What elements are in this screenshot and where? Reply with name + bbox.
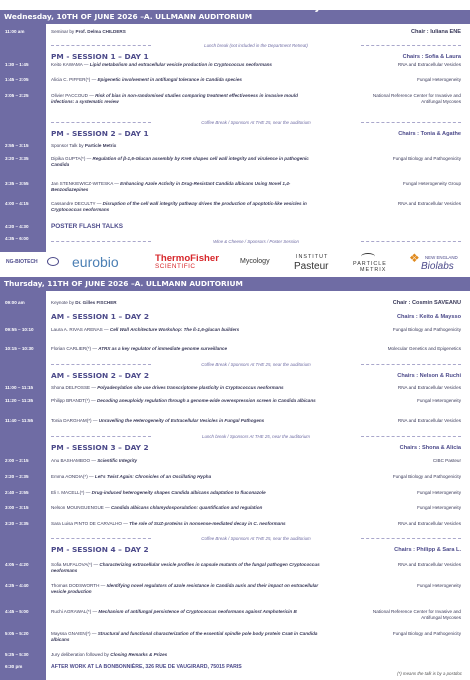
speaker-name: Tonia DARGHAM(*) — xyxy=(51,418,99,423)
metrix-logo: METRIX xyxy=(360,267,387,273)
speaker-highlight: Dr. Gilles FISCHER xyxy=(75,300,117,305)
thermofisher-logo: ThermoFisher xyxy=(155,253,219,264)
talk-entry xyxy=(51,385,284,391)
affiliation: RNA and Extracellular Vesicles xyxy=(397,521,461,526)
break-divider: Coffee Break / Sponsors At THE 25, near the auditorium xyxy=(51,536,461,541)
affiliation: Fungal Biology and Pathogenicity xyxy=(392,474,461,479)
affiliation: Fungal Heterogeneity Group xyxy=(403,181,461,186)
schedule-row xyxy=(0,474,470,483)
break-divider: Coffee Break / Sponsors At THE 25, near the auditorium xyxy=(51,120,461,125)
affiliation: Fungal Heterogeneity xyxy=(417,583,461,588)
schedule-row xyxy=(0,93,470,102)
particle-metrix-icon xyxy=(361,253,375,260)
talk-entry xyxy=(51,346,227,352)
session-title: AM - SESSION 1 – DAY 2 xyxy=(51,312,149,321)
affiliation: Chair : Cosmin SAVEANU xyxy=(392,300,461,306)
session-chairs: Chairs : Shona & Alicia xyxy=(399,445,461,451)
speaker-name: Jury deliberation followed by xyxy=(51,652,111,657)
talk-entry xyxy=(51,505,262,511)
affiliation: RNA and Extracellular Vesicles xyxy=(397,62,461,67)
speaker-highlight: Prof. Delma CHILDERS xyxy=(75,29,126,34)
talk-title: Scientific Integrity xyxy=(97,458,138,463)
schedule-row xyxy=(0,631,470,640)
speaker-name: Jan STENKIEWICZ-WITESKA — xyxy=(51,181,121,186)
schedule-row xyxy=(0,156,470,165)
speaker-name: Keito KAWAMA — xyxy=(51,62,90,67)
talk-entry xyxy=(51,398,321,404)
talk-entry xyxy=(51,583,321,594)
time-slot: 4:35 – 6:00 xyxy=(5,236,29,241)
time-slot: 5:05 – 5:20 xyxy=(5,631,29,636)
session-title: PM - SESSION 2 – DAY 1 xyxy=(51,129,149,138)
schedule-row xyxy=(0,77,470,86)
talk-entry xyxy=(51,300,117,306)
pasteur-institut: INSTITUT xyxy=(296,254,329,260)
talk-title: Polyadenylation site use drives transcriptome plasticity in Cryptococcus neoformans xyxy=(97,385,284,390)
time-slot: 2:00 – 2:15 xyxy=(5,458,29,463)
talk-entry xyxy=(51,93,321,104)
footnote: (*) means the talk is by a postdoc xyxy=(397,670,462,676)
schedule-row xyxy=(0,398,470,407)
talk-title: Enhancing Azole Activity in Drug-Resistant Candida albicans Using Novel 1,4-Benzodiazepines xyxy=(51,181,291,192)
talk-title: Cell Wall Architecture Workshop: The ß-1,6-glucan builders xyxy=(109,327,240,332)
break-divider: Wine & Cheese / Sponsors / Poster Session xyxy=(51,239,461,244)
schedule-row xyxy=(0,385,470,394)
poster-flash-title: POSTER FLASH TALKS xyxy=(51,223,123,230)
affiliation: Fungal Biology and Pathogenicity xyxy=(392,156,461,161)
schedule-row xyxy=(0,458,470,467)
affiliation: Fungal Heterogeneity xyxy=(417,77,461,82)
talk-title: Structural and functional characterization of the essential spindle pole body protein Csa6 in Candida albicans xyxy=(51,631,318,642)
schedule-row xyxy=(0,62,470,71)
talk-title: Lipid metabolism and extracellular vesicle production in Cryptococcus neoformans xyxy=(89,62,272,67)
affiliation: National Reference Center for Invasive and Antifungal Mycoses xyxy=(372,93,461,104)
talk-title: The role of SUZ-proteins in nonsense-mediated decay in C. neoformans xyxy=(129,521,286,526)
schedule-row xyxy=(0,327,470,336)
talk-title: Unravelling the Heterogeneity of Extracellular Vesicles in Fungal Pathogens xyxy=(98,418,265,423)
speaker-name: Keynote by xyxy=(51,300,76,305)
schedule-row xyxy=(0,609,470,618)
particle-logo: PARTICLE xyxy=(353,261,387,267)
time-slot: 2:20 – 2:35 xyxy=(5,474,29,479)
time-slot: 4:05 – 4:20 xyxy=(5,562,29,567)
time-slot: 10:15 – 10:30 xyxy=(5,346,34,351)
talk-title: Identifying novel regulators of azole resistance in Candida auris and their impact on extracellular vesicle production xyxy=(51,583,319,594)
affiliation: Molecular Genetics and Epigenetics xyxy=(387,346,461,351)
affiliation: Fungal Heterogeneity xyxy=(417,398,461,403)
talk-entry xyxy=(51,201,321,212)
affiliation: National Reference Center for Invasive and Antifungal Mycoses xyxy=(372,609,461,620)
talk-entry xyxy=(51,181,321,192)
talk-entry xyxy=(51,29,126,35)
schedule-title: JDD MYCO 2026 – SCHEDULE xyxy=(315,2,465,13)
schedule-row xyxy=(0,521,470,530)
schedule-row xyxy=(0,181,470,190)
sponsor-logos xyxy=(0,252,470,276)
schedule-row xyxy=(0,490,470,499)
afterwork-text: AFTER WORK AT LA BONBONNIÈRE, 326 RUE DE VAUGIRARD, 75015 PARIS xyxy=(51,664,242,670)
talk-entry xyxy=(51,77,242,83)
talk-entry xyxy=(51,327,239,333)
speaker-name: Alicia C. PIFFER(*) — xyxy=(51,77,98,82)
ngbiotech-logo: NG-BIOTECH xyxy=(6,259,38,265)
session-chairs: Chairs : Tonia & Agathe xyxy=(398,131,461,137)
schedule-row xyxy=(0,505,470,514)
pasteur-logo: Pasteur xyxy=(294,261,329,272)
schedule-row xyxy=(0,562,470,571)
affiliation: Fungal Biology and Pathogenicity xyxy=(392,631,461,636)
affiliation: RNA and Extracellular Vesicles xyxy=(397,385,461,390)
talk-entry xyxy=(51,143,116,149)
time-slot: 11:00 – 11:15 xyxy=(5,385,34,390)
time-column-day1 xyxy=(0,24,46,252)
talk-title: Drug-induced heterogeneity shapes Candida albicans adaptation to fluconazole xyxy=(91,490,266,495)
talk-entry xyxy=(51,609,297,615)
time-slot: 3:00 – 3:15 xyxy=(5,505,29,510)
talk-entry xyxy=(51,62,272,68)
speaker-name: Dipika GUPTA(*) — xyxy=(51,156,93,161)
schedule-row xyxy=(0,583,470,592)
talk-title: Let’s Twist Again: Chronicles of an Oscillating Hypha xyxy=(94,474,212,479)
affiliation: RNA and Extracellular Vesicles xyxy=(397,201,461,206)
time-slot: 5:25 – 5:30 xyxy=(5,652,29,657)
time-slot: 6:30 pm xyxy=(5,664,23,669)
affiliation: RNA and Extracellular Vesicles xyxy=(397,418,461,423)
day2-header xyxy=(0,277,470,291)
schedule-row xyxy=(0,418,470,427)
speaker-name: Seminar by xyxy=(51,29,76,34)
time-slot: 3:20 – 3:35 xyxy=(5,156,29,161)
time-slot: 2:55 – 3:15 xyxy=(5,143,29,148)
time-slot: 1:30 – 1:45 xyxy=(5,62,29,67)
time-slot: 11:40 – 11:55 xyxy=(5,418,34,423)
ngbiotech-mark-icon xyxy=(47,257,59,266)
time-slot: 1:45 – 2:05 xyxy=(5,77,29,82)
speaker-highlight: Particle Metrix xyxy=(84,143,117,148)
affiliation: CIBC Pasteur xyxy=(432,458,461,463)
affiliation: Chair : Iuliana ENE xyxy=(410,29,461,35)
schedule-row xyxy=(0,346,470,355)
talk-entry xyxy=(51,418,264,424)
time-slot: 2:05 – 2:25 xyxy=(5,93,29,98)
talk-entry xyxy=(51,652,167,658)
time-slot: 2:40 – 2:55 xyxy=(5,490,29,495)
speaker-name: Shona DELFOSSE — xyxy=(51,385,98,390)
talk-title: Candida albicans chlamydosporulation: quantification and regulation xyxy=(110,505,263,510)
time-slot: 4:25 – 4:40 xyxy=(5,583,29,588)
session-title: PM - SESSION 1 – DAY 1 xyxy=(51,52,149,61)
butterfly-icon: ❖ xyxy=(409,251,420,265)
speaker-name: Sara Luisa PINTO DE CARVALHO — xyxy=(51,521,130,526)
time-slot: 4:45 – 5:00 xyxy=(5,609,29,614)
talk-title: Regulation of β-1,6-Glucan assembly by Kre9 shapes cell wall integrity and virulence in pathogenic Candida xyxy=(51,156,309,167)
session-chairs: Chairs : Keito & Maysso xyxy=(396,314,461,320)
session-chairs: Chairs : Philipp & Sara L. xyxy=(394,547,461,553)
session-title: AM - SESSION 2 – DAY 2 xyxy=(51,371,149,380)
schedule-row xyxy=(0,143,470,152)
speaker-name: Laura A. RIVAS ARENAS — xyxy=(51,327,110,332)
talk-title: Decoding aneuploidy regulation through a genome-wide overexpression screen in Candida albicans xyxy=(96,398,316,403)
schedule-row xyxy=(0,652,470,661)
schedule-row xyxy=(0,29,470,38)
mycology-logo: Mycology xyxy=(240,258,270,265)
neb-logo: NEW ENGLAND xyxy=(425,255,458,260)
session-chairs: Chairs : Sofia & Laura xyxy=(402,54,461,60)
time-slot: 3:35 – 3:55 xyxy=(5,181,29,186)
day1-title: Wednesday, 10TH OF JUNE 2026 –A. ULLMANN AUDITORIUM xyxy=(4,12,253,21)
session-title: PM - SESSION 4 – DAY 2 xyxy=(51,545,149,554)
affiliation: Fungal Biology and Pathogenicity xyxy=(392,327,461,332)
speaker-name: Cassandre DECULTY — xyxy=(51,201,103,206)
speaker-name: Florian CARLIER(*) — xyxy=(51,346,99,351)
break-divider: Coffee Break / Sponsors At THE 25, near the auditorium xyxy=(51,362,461,367)
talk-title: Epigenetic involvement in antifungal tolerance in Candida species xyxy=(97,77,242,82)
speaker-name: Thomas DODSWORTH — xyxy=(51,583,107,588)
speaker-name: Eli I. MACELL(*) — xyxy=(51,490,92,495)
speaker-name: Philipp BRANDT(*) — xyxy=(51,398,97,403)
schedule-row xyxy=(0,201,470,210)
talk-title: Mechanism of antifungal persistence of Cryptococcus neoformans against Amphotericin B xyxy=(98,609,297,614)
talk-entry xyxy=(51,458,137,464)
affiliation: Fungal Heterogeneity xyxy=(417,490,461,495)
talk-entry xyxy=(51,631,321,642)
break-divider: Lunch break (not included in the Department Retreat) xyxy=(51,43,461,48)
speaker-name: Olivier PACCOUD — xyxy=(51,93,96,98)
neb-biolabs: Biolabs xyxy=(421,261,454,272)
speaker-name: Sofia MUFALOVA(*) — xyxy=(51,562,100,567)
speaker-name: Anu BASHAMBOO — xyxy=(51,458,98,463)
talk-title: Characterizing extracellular vesicle profiles in capsule mutants of the fungal pathogen Cryptococcus neoformans xyxy=(51,562,320,573)
talk-entry xyxy=(51,562,321,573)
break-divider: Lunch break / Sponsors At THE 25, near the auditorium xyxy=(51,434,461,439)
talk-title: ATRX as a key regulator of immediate genome surveillance xyxy=(98,346,228,351)
talk-entry xyxy=(51,490,266,496)
time-slot: 4:00 – 4:15 xyxy=(5,201,29,206)
speaker-name: Nelson MOUNGUENGUE — xyxy=(51,505,111,510)
speaker-name: Ruchi AGRAWAL(*) — xyxy=(51,609,99,614)
speaker-name: Mayssa GNAIEN(*) — xyxy=(51,631,98,636)
affiliation: Fungal Heterogeneity xyxy=(417,505,461,510)
talk-title: Risk of bias in non-randomised studies comparing treatment effectiveness in invasive mould infections: a systematic review xyxy=(51,93,298,104)
speaker-name: Emma AONDIA(*) — xyxy=(51,474,95,479)
talk-entry xyxy=(51,521,286,527)
time-slot: 11:00 am xyxy=(5,29,25,34)
session-chairs: Chairs : Nelson & Ruchi xyxy=(397,373,461,379)
talk-title: Closing Remarks & Prizes xyxy=(110,652,168,657)
time-slot: 4:20 – 4:30 xyxy=(5,224,29,229)
time-slot: 09:00 am xyxy=(5,300,25,305)
affiliation: RNA and Extracellular Vesicles xyxy=(397,562,461,567)
talk-title: Disruption of the cell wall integrity pathway drives the production of apoptotic-like vesicles in Cryptococcus neoformans xyxy=(51,201,307,212)
speaker-name: Sponsor Talk by xyxy=(51,143,85,148)
time-slot: 09:55 – 10:10 xyxy=(5,327,34,332)
schedule-row xyxy=(0,300,470,309)
time-slot: 3:20 – 3:35 xyxy=(5,521,29,526)
thermofisher-sub: SCIENTIFIC xyxy=(155,263,196,270)
session-title: PM - SESSION 3 – DAY 2 xyxy=(51,443,149,452)
time-slot: 11:20 – 11:35 xyxy=(5,398,34,403)
eurobio-logo: eurobio xyxy=(72,254,119,270)
talk-entry xyxy=(51,156,321,167)
day2-title: Thursday, 11TH OF JUNE 2026 –A. ULLMANN AUDITORIUM xyxy=(4,279,243,288)
talk-entry xyxy=(51,474,211,480)
